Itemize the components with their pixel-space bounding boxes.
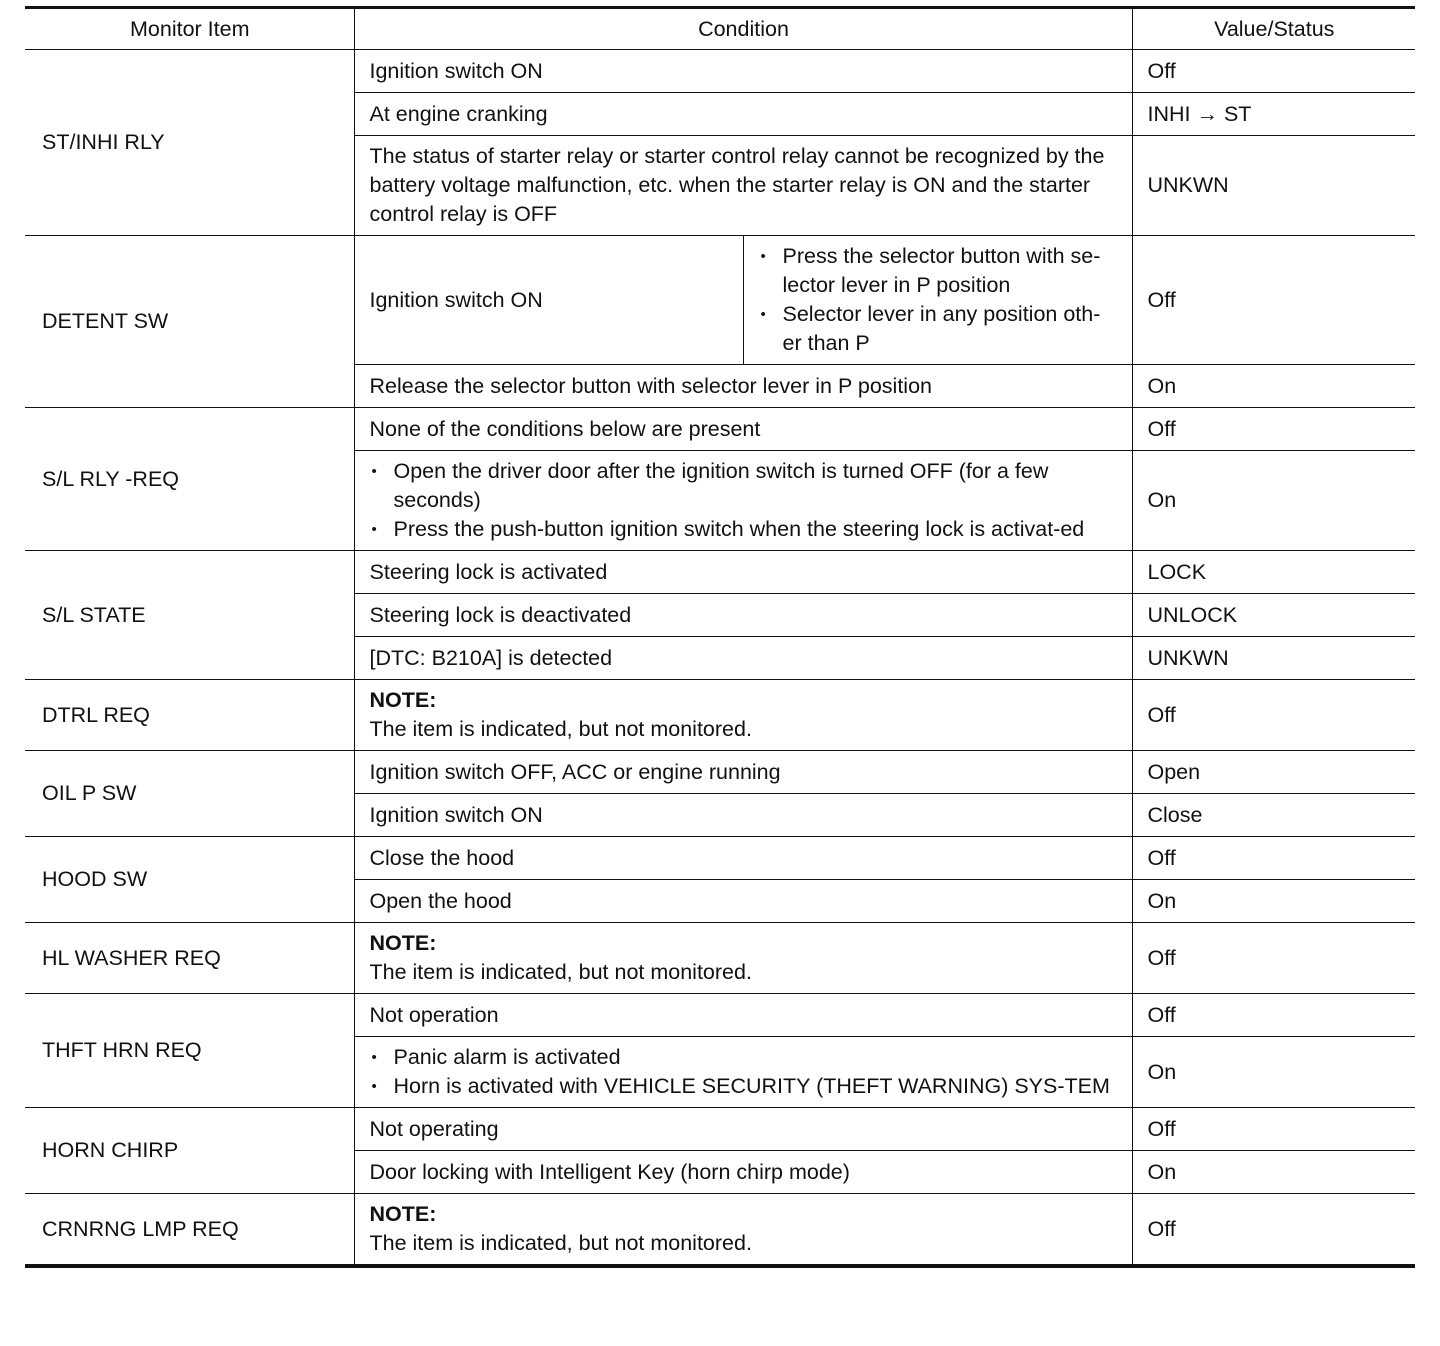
- value-cell: On: [1132, 880, 1415, 923]
- value-cell: On: [1132, 1151, 1415, 1194]
- condition-cell: Door locking with Intelligent Key (horn chirp mode): [354, 1151, 1132, 1194]
- value-cell: Close: [1132, 794, 1415, 837]
- table-row: [25, 680, 1415, 751]
- condition-cell: Ignition switch ON: [354, 236, 743, 365]
- monitor-item-cell: OIL P SW: [25, 751, 354, 837]
- value-cell: LOCK: [1132, 551, 1415, 594]
- table-row: [25, 1194, 1415, 1267]
- monitor-item-cell: THFT HRN REQ: [25, 994, 354, 1108]
- monitor-item-cell: HL WASHER REQ: [25, 923, 354, 994]
- value-cell: Off: [1132, 1194, 1415, 1267]
- condition-cell: [354, 923, 1132, 994]
- condition-cell: [354, 451, 1132, 551]
- bullet-item: • Press the selector button with se-lector lever in P position: [759, 242, 1118, 300]
- note-title: NOTE:: [369, 688, 437, 712]
- monitor-item-cell: HORN CHIRP: [25, 1108, 354, 1194]
- value-cell: Off: [1132, 1108, 1415, 1151]
- condition-cell: The status of starter relay or starter control relay cannot be recognized by the battery voltage malfunction, etc. when the starter relay is ON and the starter control relay is OFF: [354, 136, 1132, 236]
- condition-cell: [354, 1194, 1132, 1267]
- monitor-item-cell: DTRL REQ: [25, 680, 354, 751]
- table-row: [25, 50, 1415, 93]
- header-value-status: Value/Status: [1132, 8, 1415, 50]
- value-cell: On: [1132, 1037, 1415, 1108]
- value-cell: Off: [1132, 994, 1415, 1037]
- table-header-row: [25, 8, 1415, 50]
- note-text: The item is indicated, but not monitored.: [369, 717, 752, 741]
- condition-cell: Ignition switch ON: [354, 50, 1132, 93]
- condition-cell: Ignition switch OFF, ACC or engine running: [354, 751, 1132, 794]
- table-row: [25, 751, 1415, 794]
- condition-cell: [DTC: B210A] is detected: [354, 637, 1132, 680]
- condition-cell: [354, 680, 1132, 751]
- value-cell: Off: [1132, 50, 1415, 93]
- monitor-item-table: [25, 6, 1415, 1268]
- value-cell: INHI → ST: [1132, 93, 1415, 136]
- table-row: [25, 236, 1415, 365]
- value-cell: UNLOCK: [1132, 594, 1415, 637]
- monitor-item-cell: CRNRNG LMP REQ: [25, 1194, 354, 1267]
- header-monitor-item: Monitor Item: [25, 8, 354, 50]
- value-cell: UNKWN: [1132, 637, 1415, 680]
- condition-cell: At engine cranking: [354, 93, 1132, 136]
- value-cell: On: [1132, 365, 1415, 408]
- condition-cell: [354, 1037, 1132, 1108]
- note-title: NOTE:: [369, 931, 437, 955]
- value-cell: On: [1132, 451, 1415, 551]
- monitor-item-cell: HOOD SW: [25, 837, 354, 923]
- table-row: [25, 923, 1415, 994]
- value-cell: Off: [1132, 680, 1415, 751]
- condition-cell: Close the hood: [354, 837, 1132, 880]
- monitor-item-cell: S/L RLY -REQ: [25, 408, 354, 551]
- monitor-item-cell: DETENT SW: [25, 236, 354, 408]
- condition-cell: Open the hood: [354, 880, 1132, 923]
- value-cell: Off: [1132, 236, 1415, 365]
- value-cell: UNKWN: [1132, 136, 1415, 236]
- value-cell: Off: [1132, 837, 1415, 880]
- monitor-item-cell: ST/INHI RLY: [25, 50, 354, 236]
- bullet-item: • Panic alarm is activated: [370, 1043, 1118, 1072]
- condition-subcell: [743, 236, 1132, 365]
- condition-cell: Steering lock is deactivated: [354, 594, 1132, 637]
- note-text: The item is indicated, but not monitored.: [369, 960, 752, 984]
- condition-cell: Not operation: [354, 994, 1132, 1037]
- header-condition: Condition: [354, 8, 1132, 50]
- table-row: [25, 994, 1415, 1037]
- value-cell: Off: [1132, 408, 1415, 451]
- monitor-item-cell: S/L STATE: [25, 551, 354, 680]
- condition-cell: Ignition switch ON: [354, 794, 1132, 837]
- table-row: [25, 551, 1415, 594]
- value-cell: Off: [1132, 923, 1415, 994]
- note-text: The item is indicated, but not monitored.: [369, 1231, 752, 1255]
- condition-cell: Not operating: [354, 1108, 1132, 1151]
- value-cell: Open: [1132, 751, 1415, 794]
- condition-cell: Steering lock is activated: [354, 551, 1132, 594]
- condition-cell: Release the selector button with selector lever in P position: [354, 365, 1132, 408]
- condition-cell: None of the conditions below are present: [354, 408, 1132, 451]
- bullet-item: • Press the push-button ignition switch when the steering lock is activat-ed: [370, 515, 1118, 544]
- bullet-item: • Open the driver door after the ignition switch is turned OFF (for a few seconds): [370, 457, 1118, 515]
- table-row: [25, 408, 1415, 451]
- note-title: NOTE:: [369, 1202, 437, 1226]
- table-row: [25, 837, 1415, 880]
- bullet-item: • Selector lever in any position oth-er than P: [759, 300, 1118, 358]
- bullet-item: • Horn is activated with VEHICLE SECURITY (THEFT WARNING) SYS-TEM: [370, 1072, 1118, 1101]
- table-row: [25, 1108, 1415, 1151]
